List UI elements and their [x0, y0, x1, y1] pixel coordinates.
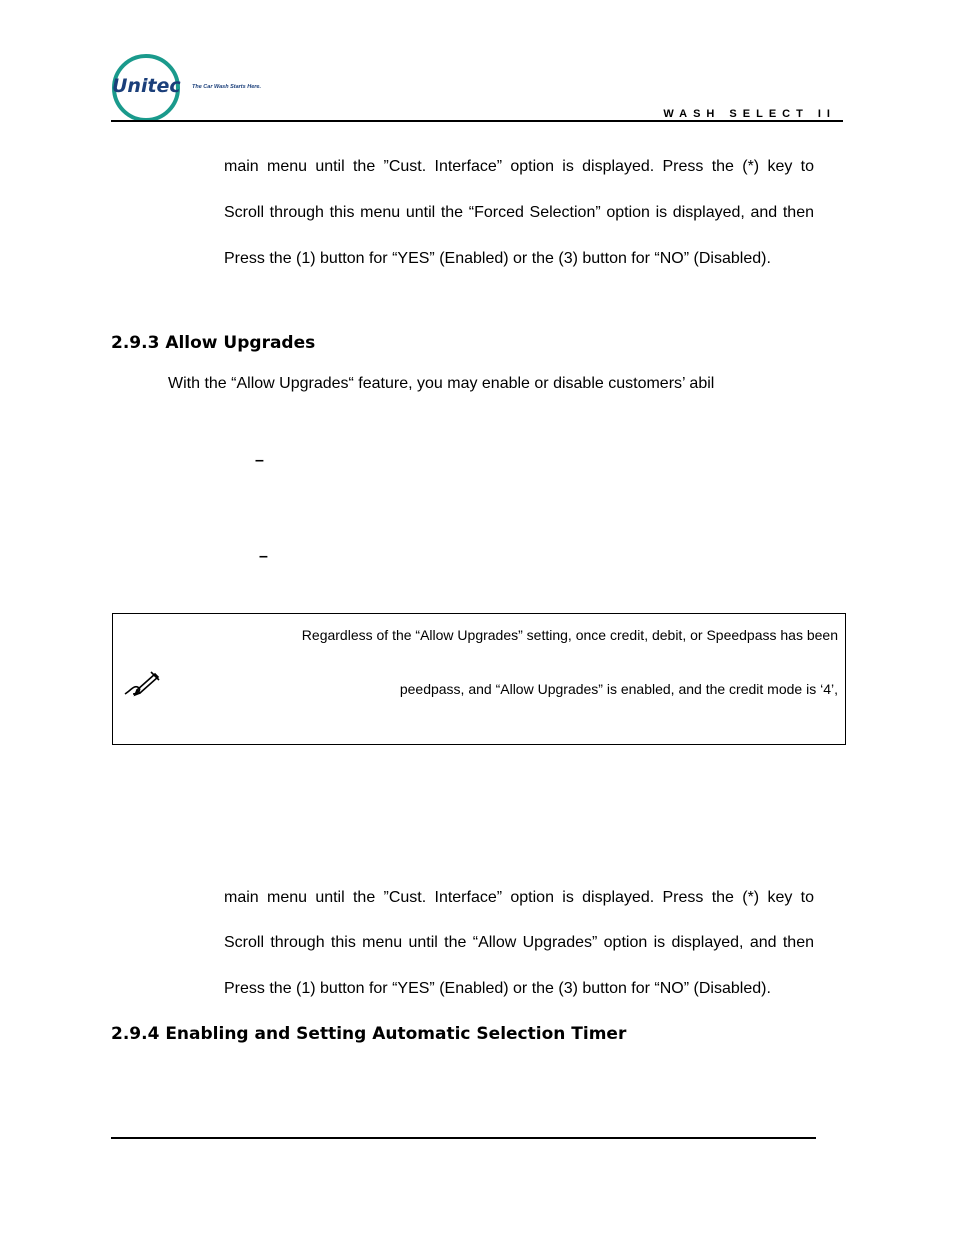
note-box: [112, 613, 846, 745]
pencil-writing-icon: [123, 668, 161, 698]
logo-text: Unitec: [112, 75, 181, 97]
forced-step-line-2: Scroll through this menu until the “Forced Selection” option is displayed, and then: [224, 204, 814, 221]
note-line-2: peedpass, and “Allow Upgrades” is enabled, and the credit mode is ‘4’,: [399, 681, 838, 697]
section-heading-allow-upgrades: 2.9.3 Allow Upgrades: [111, 333, 316, 353]
upgrades-step-line-1: main menu until the ”Cust. Interface” option is displayed. Press the (*) key to: [224, 889, 814, 906]
header-divider: [111, 120, 843, 122]
logo-tagline: The Car Wash Starts Here.: [192, 84, 261, 90]
upgrades-step-line-2: Scroll through this menu until the “Allow Upgrades” option is displayed, and then: [224, 934, 814, 951]
section-heading-selection-timer: 2.9.4 Enabling and Setting Automatic Selection Timer: [111, 1024, 627, 1044]
allow-upgrades-intro: With the “Allow Upgrades“ feature, you may enable or disable customers’ abil: [168, 375, 715, 392]
unitec-logo: [110, 54, 270, 122]
footer-divider: [111, 1137, 816, 1139]
bullet-dash: –: [255, 452, 264, 469]
bullet-dash: –: [259, 548, 268, 565]
note-line-1: Regardless of the “Allow Upgrades” setting, once credit, debit, or Speedpass has been: [301, 627, 838, 643]
forced-step-line-3: Press the (1) button for “YES” (Enabled) or the (3) button for “NO” (Disabled).: [224, 250, 771, 267]
document-title: WASH SELECT II: [663, 108, 836, 120]
upgrades-step-line-3: Press the (1) button for “YES” (Enabled) or the (3) button for “NO” (Disabled).: [224, 980, 771, 997]
forced-step-line-1: main menu until the ”Cust. Interface” option is displayed. Press the (*) key to: [224, 158, 814, 175]
